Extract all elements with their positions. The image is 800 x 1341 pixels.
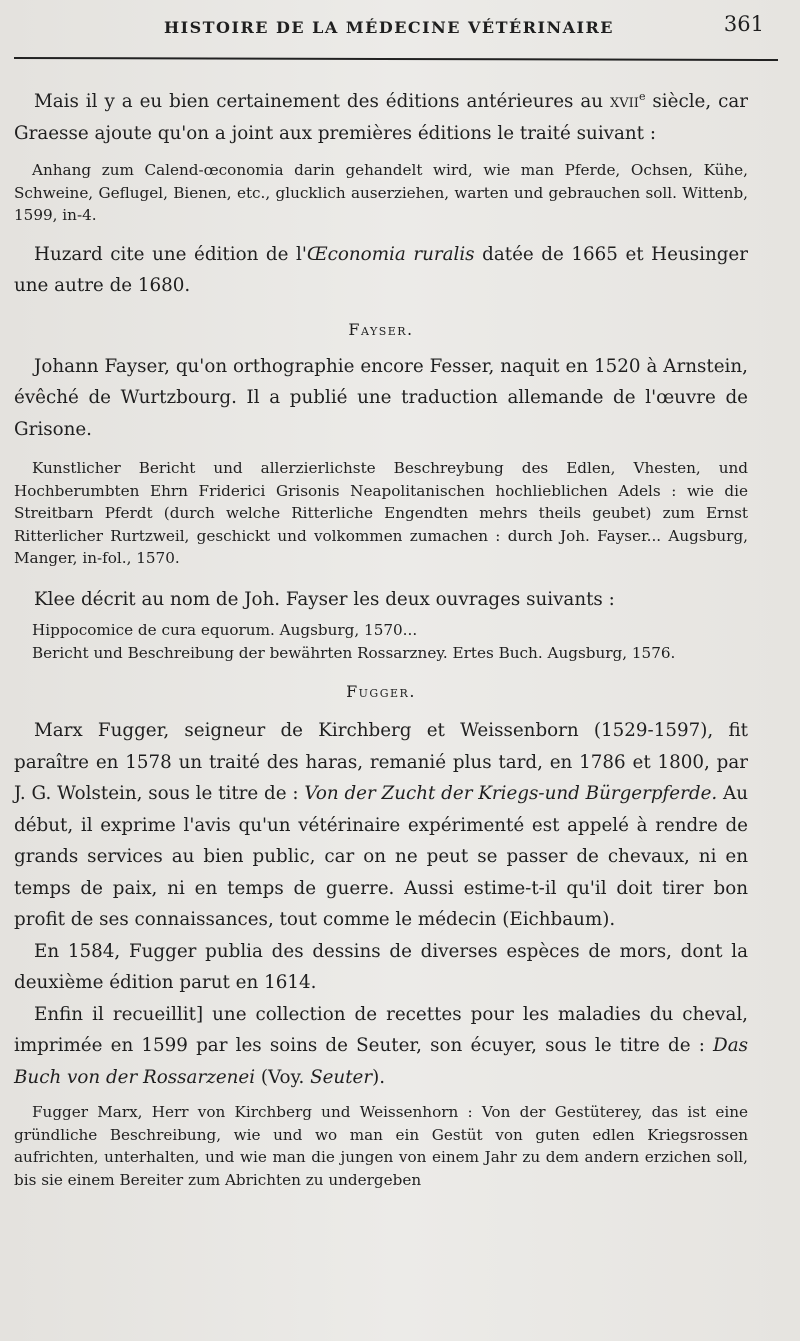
- paragraph-editions: [14, 86, 748, 149]
- work-title: Das Buch von der Rossarzenei: [14, 1035, 748, 1088]
- quote-bericht-rossarzney: Bericht und Beschreibung der bewährten Rossarzney. Ertes Buch. Augsburg, 1576.: [32, 643, 676, 662]
- paragraph-text: Au début, il exprime l'avis qu'un vétérinaire expérimenté est appelé à rendre de grands services au bien public, car on ne peut se passer de chevaux, ni en temps de paix, ni en temps de guerre. Aussi estime-t-il qu'il doit tirer bon profit de ses connaissances, tout comme le médecin (Eichbaum).: [14, 783, 748, 930]
- cross-reference: Seuter: [310, 1066, 373, 1088]
- page-number: 361: [723, 12, 764, 36]
- century-numeral: xvii: [610, 91, 639, 112]
- header-rule: [14, 57, 778, 61]
- quote-anhang: Anhang zum Calend-œconomia darin gehandelt wird, wie man Pferde, Ochsen, Kühe, Schweine, Geflugel, Bienen, etc., glucklich auserziehen, warten und gebrauchen soll. Wittenb, 1599, in-4.: [14, 161, 748, 224]
- paragraph-text: siècle, car Graesse ajoute qu'on a joint aux premières éditions le traité suivant :: [14, 91, 749, 144]
- paragraph-klee: Klee décrit au nom de Joh. Fayser les deux ouvrages suivants :: [34, 588, 615, 610]
- work-title: Von der Zucht der Kriegs-und Bürgerpferde.: [304, 783, 718, 804]
- work-title: Œconomia ruralis: [306, 243, 475, 265]
- paragraph-fayser: Johann Fayser, qu'on orthographie encore Fesser, naquit en 1520 à Arnstein, évêché de Wurtzbourg. Il a publié une traduction allemande de l'œuvre de Grisone.: [14, 355, 748, 440]
- section-heading-fugger: Fugger.: [346, 682, 416, 701]
- section-heading-fayser: Fayser.: [348, 319, 414, 339]
- page-body: [14, 86, 748, 1191]
- paragraph-fugger: [14, 715, 748, 936]
- paragraph-recettes: [14, 999, 748, 1094]
- superscript: e: [638, 89, 646, 103]
- paragraph-text: (Voy.: [255, 1066, 311, 1088]
- paragraph-huzard: [14, 239, 748, 302]
- paragraph-text: Mais il y a eu bien certainement des éditions antérieures au: [34, 91, 611, 112]
- paragraph-text: Marx Fugger, seigneur de Kirchberg et Weissenborn (1529-1597), fit paraître en 1578 un traité des haras, remanié plus tard, en 1786 et 1800, par J. G. Wolstein, sous le titre de :: [14, 720, 748, 804]
- quote-hippocomice: Hippocomice de cura equorum. Augsburg, 1570...: [32, 621, 418, 639]
- paragraph-text: Huzard cite une édition de l': [34, 243, 307, 265]
- quote-kunstlicher-bericht: Kunstlicher Bericht und allerzierlichste Beschreybung des Edlen, Vhesten, und Hochberumbten Ehrn Friderici Grisonis Neapolitanischen hochlieblichen Adels : wie die Streitbarn Pferdt (durch welche Ritterliche Engendten mehrs theils geubet) zum Ernst Ritterlicher Rurtzweil, geschickt und volkommen zumachen : durch Joh. Fayser... Augsburg, Manger, in-fol., 1570.: [14, 459, 748, 567]
- quote-gestuterey: Fugger Marx, Herr von Kirchberg und Weissenhorn : Von der Gestüterey, das ist eine gründliche Beschreibung, wie und wo man ein Gestüt von guten edlen Kriegsrossen aufrichten, unterhalten, und wie man die jungen von einem Jahr zu dem andern erzichen soll, bis sie einem Bereiter zum Abrichten zu undergeben: [14, 1103, 748, 1189]
- paragraph-text: Enfin il recueillit] une collection de recettes pour les maladies du cheval, imprimée en 1599 par les soins de Seuter, son écuyer, sous le titre de :: [14, 1003, 748, 1056]
- running-title: HISTOIRE DE LA MÉDECINE VÉTÉRINAIRE: [163, 18, 614, 37]
- paragraph-mors: En 1584, Fugger publia des dessins de diverses espèces de mors, dont la deuxième édition parut en 1614.: [14, 940, 748, 993]
- paragraph-text: datée de 1665 et Heusinger une autre de 1680.: [14, 243, 748, 296]
- paragraph-text: ).: [372, 1066, 386, 1088]
- running-head: [14, 10, 764, 44]
